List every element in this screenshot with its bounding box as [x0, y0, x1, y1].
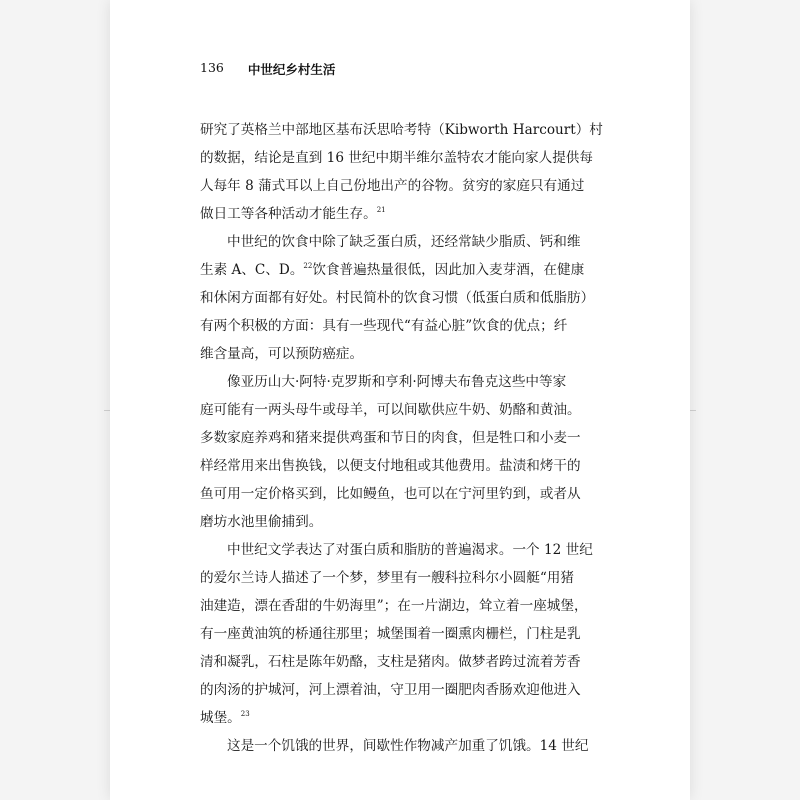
text-line: 磨坊水池里偷捕到。	[200, 514, 323, 530]
text-line: 研究了英格兰中部地区基布沃思哈考特（Kibworth Harcourt）村	[200, 122, 603, 138]
text-line: 有两个积极的方面：具有一些现代“有益心脏”饮食的优点；纤	[200, 318, 568, 334]
text-line: 有一座黄油筑的桥通往那里；城堡围着一圈熏肉栅栏，门柱是乳	[200, 626, 581, 642]
text-line: 鱼可用一定价格买到，比如鳗鱼，也可以在宁河里钓到，或者从	[200, 486, 581, 502]
running-title: 中世纪乡村生活	[247, 62, 336, 77]
text-line: 清和凝乳，石柱是陈年奶酪，支柱是猪肉。做梦者跨过流着芳香	[200, 654, 581, 670]
text-line: 油建造，漂在香甜的牛奶海里”；在一片湖边，耸立着一座城堡，	[200, 598, 588, 614]
footnote-ref[interactable]: 21	[376, 206, 386, 214]
text-line: 人每年 8 蒲式耳以上自己份地出产的谷物。贫穷的家庭只有通过	[200, 178, 585, 194]
text-line: 多数家庭养鸡和猪来提供鸡蛋和节日的肉食，但是牲口和小麦一	[200, 430, 581, 446]
body-text	[200, 116, 603, 760]
text-line: 的爱尔兰诗人描述了一个梦，梦里有一艘科拉科尔小圆艇“用猪	[200, 570, 574, 586]
paragraph	[200, 368, 585, 536]
text-line: 中世纪文学表达了对蛋白质和脂肪的普遍渴求。一个 12 世纪	[227, 542, 593, 558]
text-line: 中世纪的饮食中除了缺乏蛋白质，还经常缺少脂质、钙和维	[227, 234, 581, 250]
text-line: 像亚历山大·阿特·克罗斯和亨利·阿博夫布鲁克这些中等家	[227, 374, 567, 390]
text-line: 庭可能有一两头母牛或母羊，可以间歇供应牛奶、奶酪和黄油。	[200, 402, 581, 418]
footnote-ref[interactable]: 22	[303, 262, 313, 270]
page-number: 136	[200, 60, 224, 75]
paragraph	[200, 228, 595, 368]
text-line: 和休闲方面都有好处。村民简朴的饮食习惯（低蛋白质和低脂肪）	[200, 290, 595, 306]
text-line: 样经常用来出售换钱，以便支付地租或其他费用。盐渍和烤干的	[200, 458, 581, 474]
paragraph	[200, 536, 593, 732]
paragraph	[200, 732, 589, 760]
text-line: 城堡。$^{23}$	[200, 710, 250, 726]
text-line: 生素 A、C、D。$^{22}$饮食普遍热量很低，因此加入麦芽酒，在健康	[200, 262, 585, 278]
text-line: 的肉汤的护城河，河上漂着油，守卫用一圈肥肉香肠欢迎他进入	[200, 682, 581, 698]
page-header	[200, 60, 335, 78]
text-line: 做日工等各种活动才能生存。$^{21}$	[200, 206, 386, 222]
paragraph	[200, 116, 603, 228]
text-line: 维含量高，可以预防癌症。	[200, 346, 364, 362]
book-page	[110, 0, 690, 800]
footnote-ref[interactable]: 23	[240, 710, 250, 718]
text-line: 这是一个饥饿的世界，间歇性作物减产加重了饥饿。14 世纪	[227, 738, 589, 754]
text-line: 的数据，结论是直到 16 世纪中期半维尔盖特农才能向家人提供每	[200, 150, 593, 166]
right-edge-tick	[690, 410, 696, 411]
